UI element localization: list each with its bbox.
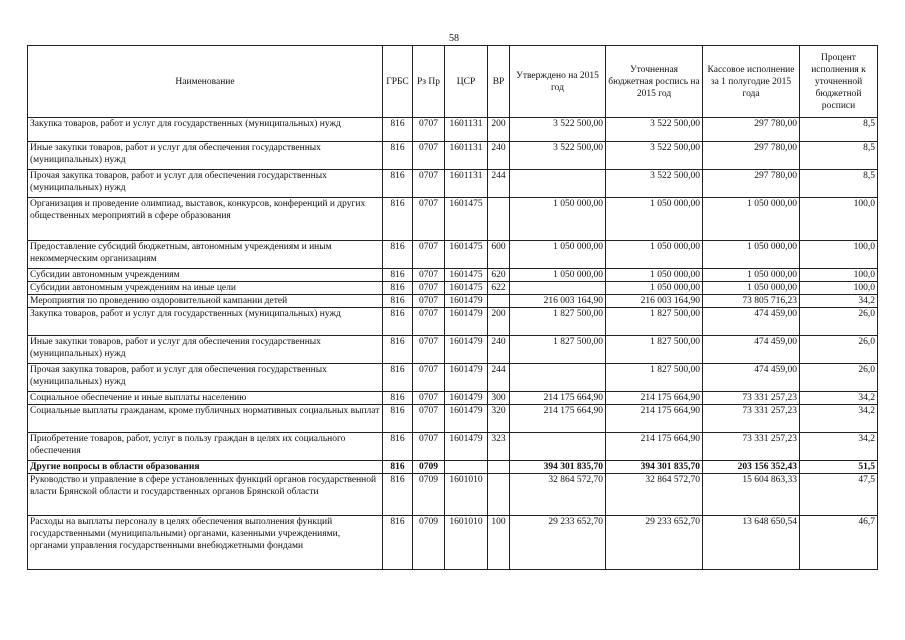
cell-grbs: 816 <box>383 461 413 474</box>
cell-rzpr: 0707 <box>413 405 445 433</box>
cell-percent: 34,2 <box>800 405 878 433</box>
cell-vr: 300 <box>488 392 510 405</box>
cell-grbs: 816 <box>383 474 413 516</box>
table-row <box>28 269 878 282</box>
cell-grbs: 816 <box>383 364 413 392</box>
cell-grbs: 816 <box>383 269 413 282</box>
cell-name: Мероприятия по проведению оздоровительной кампании детей <box>28 295 383 308</box>
cell-rzpr: 0707 <box>413 198 445 241</box>
cell-percent: 100,0 <box>800 282 878 295</box>
cell-rzpr: 0707 <box>413 336 445 364</box>
cell-cash: 73 331 257,23 <box>703 392 800 405</box>
cell-percent: 26,0 <box>800 336 878 364</box>
cell-vr: 200 <box>488 118 510 142</box>
cell-approved: 1 827 500,00 <box>510 336 606 364</box>
cell-grbs: 816 <box>383 336 413 364</box>
cell-percent: 8,5 <box>800 170 878 198</box>
cell-approved: 1 050 000,00 <box>510 241 606 269</box>
cell-cash: 474 459,00 <box>703 308 800 336</box>
table-row <box>28 308 878 336</box>
cell-percent: 8,5 <box>800 118 878 142</box>
cell-refined: 1 050 000,00 <box>606 282 703 295</box>
cell-refined: 216 003 164,90 <box>606 295 703 308</box>
cell-cash: 13 648 650,54 <box>703 516 800 570</box>
cell-name: Субсидии автономным учреждениям <box>28 269 383 282</box>
cell-csr: 1601479 <box>445 295 488 308</box>
cell-rzpr: 0707 <box>413 241 445 269</box>
table-header-row <box>28 46 878 118</box>
cell-csr: 1601131 <box>445 170 488 198</box>
cell-refined: 3 522 500,00 <box>606 142 703 170</box>
cell-cash: 474 459,00 <box>703 336 800 364</box>
cell-rzpr: 0707 <box>413 433 445 461</box>
cell-vr: 240 <box>488 142 510 170</box>
cell-approved <box>510 433 606 461</box>
cell-approved: 214 175 664,90 <box>510 405 606 433</box>
cell-grbs: 816 <box>383 142 413 170</box>
cell-rzpr: 0707 <box>413 118 445 142</box>
cell-cash: 73 331 257,23 <box>703 405 800 433</box>
cell-cash: 1 050 000,00 <box>703 282 800 295</box>
cell-percent: 100,0 <box>800 198 878 241</box>
cell-grbs: 816 <box>383 295 413 308</box>
header-percent: Процент исполнения к уточненной бюджетной росписи <box>800 46 878 118</box>
cell-vr <box>488 198 510 241</box>
table-row <box>28 461 878 474</box>
cell-refined: 1 827 500,00 <box>606 364 703 392</box>
cell-vr <box>488 474 510 516</box>
cell-refined: 214 175 664,90 <box>606 405 703 433</box>
header-rzpr: Рз Пр <box>413 46 445 118</box>
table-row <box>28 241 878 269</box>
cell-approved: 1 827 500,00 <box>510 308 606 336</box>
cell-vr: 240 <box>488 336 510 364</box>
cell-rzpr: 0709 <box>413 474 445 516</box>
cell-percent: 51,5 <box>800 461 878 474</box>
table-row <box>28 405 878 433</box>
cell-percent: 46,7 <box>800 516 878 570</box>
cell-refined: 3 522 500,00 <box>606 170 703 198</box>
cell-rzpr: 0707 <box>413 295 445 308</box>
cell-grbs: 816 <box>383 118 413 142</box>
cell-refined: 214 175 664,90 <box>606 392 703 405</box>
header-approved: Утверждено на 2015 год <box>510 46 606 118</box>
cell-name: Закупка товаров, работ и услуг для государственных (муниципальных) нужд <box>28 308 383 336</box>
cell-approved: 29 233 652,70 <box>510 516 606 570</box>
cell-csr: 1601010 <box>445 516 488 570</box>
cell-cash: 474 459,00 <box>703 364 800 392</box>
cell-approved: 216 003 164,90 <box>510 295 606 308</box>
cell-grbs: 816 <box>383 392 413 405</box>
cell-csr: 1601475 <box>445 282 488 295</box>
cell-cash: 297 780,00 <box>703 170 800 198</box>
cell-approved <box>510 170 606 198</box>
cell-percent: 26,0 <box>800 308 878 336</box>
cell-name: Другие вопросы в области образования <box>28 461 383 474</box>
cell-percent: 26,0 <box>800 364 878 392</box>
table-row <box>28 295 878 308</box>
cell-grbs: 816 <box>383 282 413 295</box>
cell-csr: 1601131 <box>445 142 488 170</box>
cell-rzpr: 0707 <box>413 308 445 336</box>
cell-cash: 1 050 000,00 <box>703 269 800 282</box>
cell-approved: 394 301 835,70 <box>510 461 606 474</box>
cell-percent: 47,5 <box>800 474 878 516</box>
header-name: Наименование <box>28 46 383 118</box>
cell-name: Прочая закупка товаров, работ и услуг для обеспечения государственных (муниципальных) нужд <box>28 170 383 198</box>
cell-approved: 1 050 000,00 <box>510 198 606 241</box>
table-row <box>28 392 878 405</box>
cell-percent: 34,2 <box>800 295 878 308</box>
header-csr: ЦСР <box>445 46 488 118</box>
cell-cash: 203 156 352,43 <box>703 461 800 474</box>
header-refined: Уточненная бюджетная роспись на 2015 год <box>606 46 703 118</box>
cell-name: Приобретение товаров, работ, услуг в пользу граждан в целях их социального обеспечения <box>28 433 383 461</box>
cell-name: Предоставление субсидий бюджетным, автономным учреждениям и иным некоммерческим организациям <box>28 241 383 269</box>
header-cash: Кассовое исполнение за 1 полугодие 2015 года <box>703 46 800 118</box>
cell-name: Закупка товаров, работ и услуг для государственных (муниципальных) нужд <box>28 118 383 142</box>
table-row <box>28 170 878 198</box>
table-row <box>28 336 878 364</box>
cell-vr <box>488 295 510 308</box>
cell-approved: 1 050 000,00 <box>510 269 606 282</box>
table-row <box>28 364 878 392</box>
cell-rzpr: 0709 <box>413 461 445 474</box>
cell-vr: 323 <box>488 433 510 461</box>
cell-percent: 100,0 <box>800 241 878 269</box>
table-body <box>28 118 878 570</box>
cell-grbs: 816 <box>383 516 413 570</box>
cell-refined: 1 050 000,00 <box>606 241 703 269</box>
cell-cash: 297 780,00 <box>703 118 800 142</box>
cell-vr: 100 <box>488 516 510 570</box>
cell-vr: 600 <box>488 241 510 269</box>
cell-csr: 1601479 <box>445 433 488 461</box>
table-row <box>28 282 878 295</box>
cell-rzpr: 0709 <box>413 516 445 570</box>
cell-vr: 620 <box>488 269 510 282</box>
cell-csr: 1601479 <box>445 336 488 364</box>
table-row <box>28 474 878 516</box>
cell-rzpr: 0707 <box>413 364 445 392</box>
cell-csr: 1601475 <box>445 241 488 269</box>
cell-refined: 1 827 500,00 <box>606 336 703 364</box>
cell-csr: 1601479 <box>445 364 488 392</box>
table-row <box>28 118 878 142</box>
cell-grbs: 816 <box>383 308 413 336</box>
cell-rzpr: 0707 <box>413 142 445 170</box>
cell-rzpr: 0707 <box>413 269 445 282</box>
cell-name: Прочая закупка товаров, работ и услуг для обеспечения государственных (муниципальных) нужд <box>28 364 383 392</box>
cell-grbs: 816 <box>383 241 413 269</box>
page-number: 58 <box>449 33 459 44</box>
cell-csr: 1601010 <box>445 474 488 516</box>
cell-grbs: 816 <box>383 433 413 461</box>
cell-vr: 622 <box>488 282 510 295</box>
cell-cash: 73 805 716,23 <box>703 295 800 308</box>
cell-approved: 3 522 500,00 <box>510 142 606 170</box>
cell-refined: 29 233 652,70 <box>606 516 703 570</box>
cell-name: Руководство и управление в сфере установленных функций органов государственной власти Брянской области и государственных органов Брянской области <box>28 474 383 516</box>
cell-approved <box>510 282 606 295</box>
cell-csr: 1601475 <box>445 198 488 241</box>
cell-refined: 1 827 500,00 <box>606 308 703 336</box>
cell-cash: 73 331 257,23 <box>703 433 800 461</box>
cell-grbs: 816 <box>383 198 413 241</box>
cell-grbs: 816 <box>383 170 413 198</box>
cell-name: Расходы на выплаты персоналу в целях обеспечения выполнения функций государственными (муниципальными) органами, казенными учреждениями, органами управления государственными внебюджетными фондами <box>28 516 383 570</box>
cell-percent: 34,2 <box>800 433 878 461</box>
table-row <box>28 516 878 570</box>
table-row <box>28 433 878 461</box>
cell-vr: 200 <box>488 308 510 336</box>
header-vr: ВР <box>488 46 510 118</box>
cell-name: Иные закупки товаров, работ и услуг для обеспечения государственных (муниципальных) нужд <box>28 142 383 170</box>
cell-approved: 214 175 664,90 <box>510 392 606 405</box>
cell-grbs: 816 <box>383 405 413 433</box>
budget-table <box>27 45 878 570</box>
cell-rzpr: 0707 <box>413 170 445 198</box>
cell-percent: 100,0 <box>800 269 878 282</box>
cell-rzpr: 0707 <box>413 392 445 405</box>
cell-csr: 1601479 <box>445 405 488 433</box>
cell-refined: 214 175 664,90 <box>606 433 703 461</box>
cell-name: Субсидии автономным учреждениям на иные цели <box>28 282 383 295</box>
cell-name: Организация и проведение олимпиад, выставок, конкурсов, конференций и других общественных мероприятий в сфере образования <box>28 198 383 241</box>
cell-cash: 1 050 000,00 <box>703 241 800 269</box>
cell-vr: 244 <box>488 170 510 198</box>
cell-name: Социальное обеспечение и иные выплаты населению <box>28 392 383 405</box>
cell-cash: 1 050 000,00 <box>703 198 800 241</box>
cell-percent: 34,2 <box>800 392 878 405</box>
cell-approved: 32 864 572,70 <box>510 474 606 516</box>
cell-refined: 1 050 000,00 <box>606 269 703 282</box>
cell-approved <box>510 364 606 392</box>
cell-csr: 1601479 <box>445 308 488 336</box>
table-row <box>28 198 878 241</box>
cell-vr <box>488 461 510 474</box>
cell-refined: 394 301 835,70 <box>606 461 703 474</box>
cell-name: Иные закупки товаров, работ и услуг для обеспечения государственных (муниципальных) нужд <box>28 336 383 364</box>
cell-csr: 1601475 <box>445 269 488 282</box>
cell-cash: 297 780,00 <box>703 142 800 170</box>
table-row <box>28 142 878 170</box>
cell-refined: 1 050 000,00 <box>606 198 703 241</box>
cell-cash: 15 604 863,33 <box>703 474 800 516</box>
cell-csr <box>445 461 488 474</box>
cell-vr: 244 <box>488 364 510 392</box>
cell-name: Социальные выплаты гражданам, кроме публичных нормативных социальных выплат <box>28 405 383 433</box>
cell-rzpr: 0707 <box>413 282 445 295</box>
cell-approved: 3 522 500,00 <box>510 118 606 142</box>
cell-csr: 1601479 <box>445 392 488 405</box>
cell-refined: 3 522 500,00 <box>606 118 703 142</box>
header-grbs: ГРБС <box>383 46 413 118</box>
cell-percent: 8,5 <box>800 142 878 170</box>
cell-vr: 320 <box>488 405 510 433</box>
cell-csr: 1601131 <box>445 118 488 142</box>
cell-refined: 32 864 572,70 <box>606 474 703 516</box>
